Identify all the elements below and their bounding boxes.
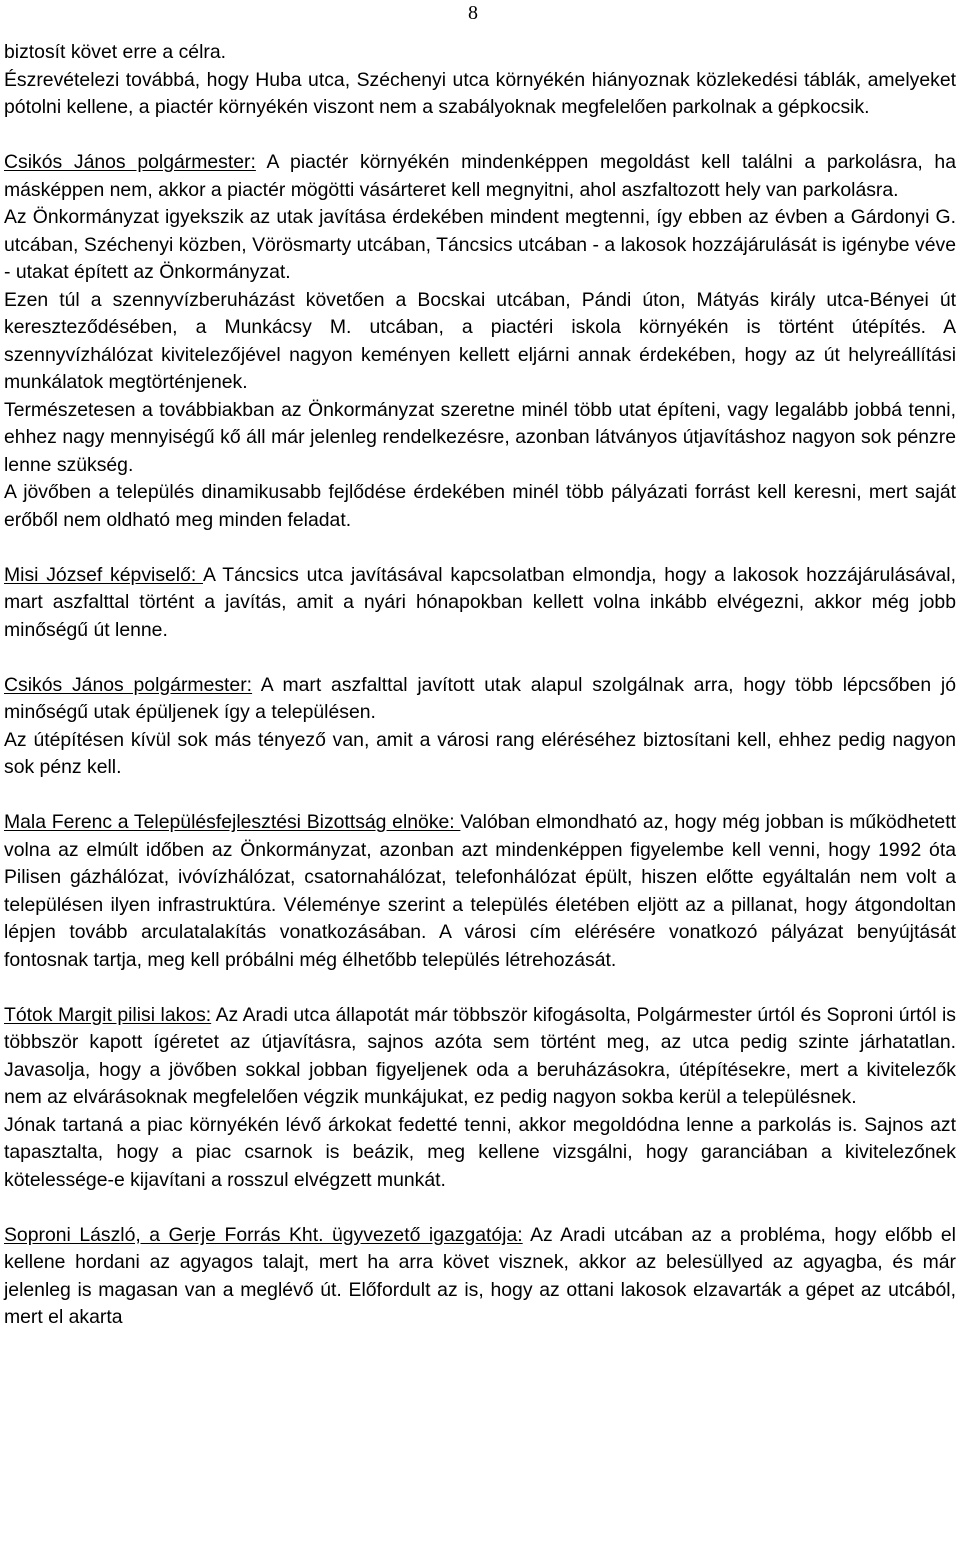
body-paragraph: [4, 39, 956, 67]
paragraph-text: Természetesen a továbbiakban az Önkormányzat szeretne minél több utat építeni, vagy legalább jobbá tenni, ehhez nagy mennyiségű kő áll már jelenleg rendelkezésre, azonban látványos útjavításhoz nagyon sok pénzre lenne szükség.: [4, 398, 956, 476]
body-paragraph: [4, 1112, 956, 1195]
speaker-name: Misi József képviselő:: [4, 563, 203, 586]
speaker-paragraph: [4, 1002, 956, 1112]
body-paragraph: [4, 204, 956, 287]
speaker-name: Csikós János polgármester:: [4, 151, 256, 173]
speaker-paragraph: [4, 1222, 956, 1332]
paragraph-text: Az Önkormányzat igyekszik az utak javítása érdekében mindent megtenni, így ebben az évben a Gárdonyi G. utcában, Széchenyi közben, Vörösmarty utcában, Táncsics utcában - a lakosok hozzájárulását is igénybe véve - utakat épített az Önkormányzat.: [4, 206, 956, 283]
body-paragraph: [4, 397, 956, 480]
paragraph-text: Valóban elmondható az, hogy még jobban is működhetett volna az elmúlt időben az Önkormányzat, azonban azt mindenképpen figyelembe kell venni, hogy 1992 óta Pilisen gázhálózat, ivóvízhálózat, csatornahálózat, telefonhálózat épült, hiszen előtte egyáltalán nem volt a településen ilyen infrastruktúra. Véleménye szerint a település életében eljött az a pillanat, hogy átgondoltan lépjen tovább arculatalakítás vonatkozásában. A városi cím elérésére vonatkozó pályázat benyújtását fontosnak tartja, meg kell próbálni még élhetőbb település létrehozását.: [4, 811, 956, 971]
paragraph-text: A jövőben a település dinamikusabb fejlődése érdekében minél több pályázati forrást kell keresni, mert saját erőből nem oldható meg minden feladat.: [4, 481, 956, 531]
speaker-paragraph: [4, 809, 956, 974]
speaker-paragraph: [4, 672, 956, 727]
paragraph-text: A Táncsics utca javításával kapcsolatban elmondja, hogy a lakosok hozzájárulásával, mart aszfalttal történt a javítás, amit a nyári hónapokban kellett volna inkább elvégezni, akkor még jobb minőségű út lenne.: [4, 563, 957, 641]
body-paragraph: [4, 479, 956, 534]
speaker-name: Soproni László, a Gerje Forrás Kht. ügyvezető igazgatója:: [4, 1223, 523, 1246]
paragraph-text: A piactér környékén mindenképpen megoldást kell találni a parkolásra, ha másképpen nem, akkor a piactér mögötti vásárteret kell megnyitni, ahol aszfaltozott hely van parkolásra.: [4, 151, 957, 201]
body-paragraph: [4, 67, 956, 122]
speaker-paragraph: [4, 149, 956, 204]
paragraph-text: Az útépítésen kívül sok más tényező van, amit a városi rang eléréséhez biztosítani kell, ehhez pedig nagyon sok pénz kell.: [4, 728, 956, 778]
paragraph-text: Jónak tartaná a piac környékén lévő árkokat fedetté tenni, akkor megoldódna lenne a parkolás is. Sajnos azt tapasztalta, hogy a piac csarnok is beázik, meg kellene vizsgálni, hogy garanciában a kivitelezőnek kötelessége-e kijavítani a rosszul elvégzett munkát.: [4, 1113, 956, 1191]
paragraph-text: Az Aradi utcában az a probléma, hogy előbb el kellene hordani az agyagos talajt, mert ha arra követ visznek, akkor az belesüllyed az agyagba, és már jelenleg is magasan van a meglévő út. Előfordult az is, hogy az ottani lakosok elzavarták a gépet az utcából, mert el akarta: [4, 1223, 956, 1328]
paragraph-text: biztosít követ erre a célra.: [4, 41, 227, 63]
paragraph-text: A mart aszfalttal javított utak alapul szolgálnak arra, hogy több lépcsőben jó minőségű utak épüljenek így a településen.: [4, 673, 957, 723]
speaker-name: Tótok Margit pilisi lakos:: [4, 1003, 212, 1026]
speaker-name: Csikós János polgármester:: [4, 673, 253, 696]
body-paragraph: [4, 287, 956, 397]
speaker-paragraph: [4, 562, 956, 645]
paragraph-text: Ezen túl a szennyvízberuházást követően a Bocskai utcában, Pándi úton, Mátyás király utca-Bényei út kereszteződésében, a Munkácsy M. utcában, a piactéri iskola környékén is történt útépítés. A szennyvízhálózat kivitelezőjével nagyon keményen kellett eljárni annak érdekében, hogy az út helyreállítási munkálatok megtörténjenek.: [4, 288, 956, 393]
paragraph-text: Észrevételezi továbbá, hogy Huba utca, Széchenyi utca környékén hiányoznak közlekedési táblák, amelyeket pótolni kellene, a piactér környékén viszont nem a szabályoknak megfelelően parkolnak a gépkocsik.: [4, 68, 956, 118]
speaker-name: Mala Ferenc a Településfejlesztési Bizottság elnöke:: [4, 811, 461, 833]
document-body: [4, 39, 956, 1332]
paragraph-text: Az Aradi utca állapotát már többször kifogásolta, Polgármester úrtól és Soproni úrtól is többször kapott ígéretet az útjavításra, sajnos azóta sem történt meg, az utca pedig szinte járhatatlan. Javasolja, hogy a jövőben sokkal jobban figyeljenek oda a beruházásokra, útépítésekre, mert a kivitelezők nem az elvárásoknak megfelelően végzik munkájukat, ez pedig nagyon sokba kerül a településnek.: [4, 1003, 956, 1108]
body-paragraph: [4, 727, 956, 782]
page-number: 8: [468, 2, 478, 24]
